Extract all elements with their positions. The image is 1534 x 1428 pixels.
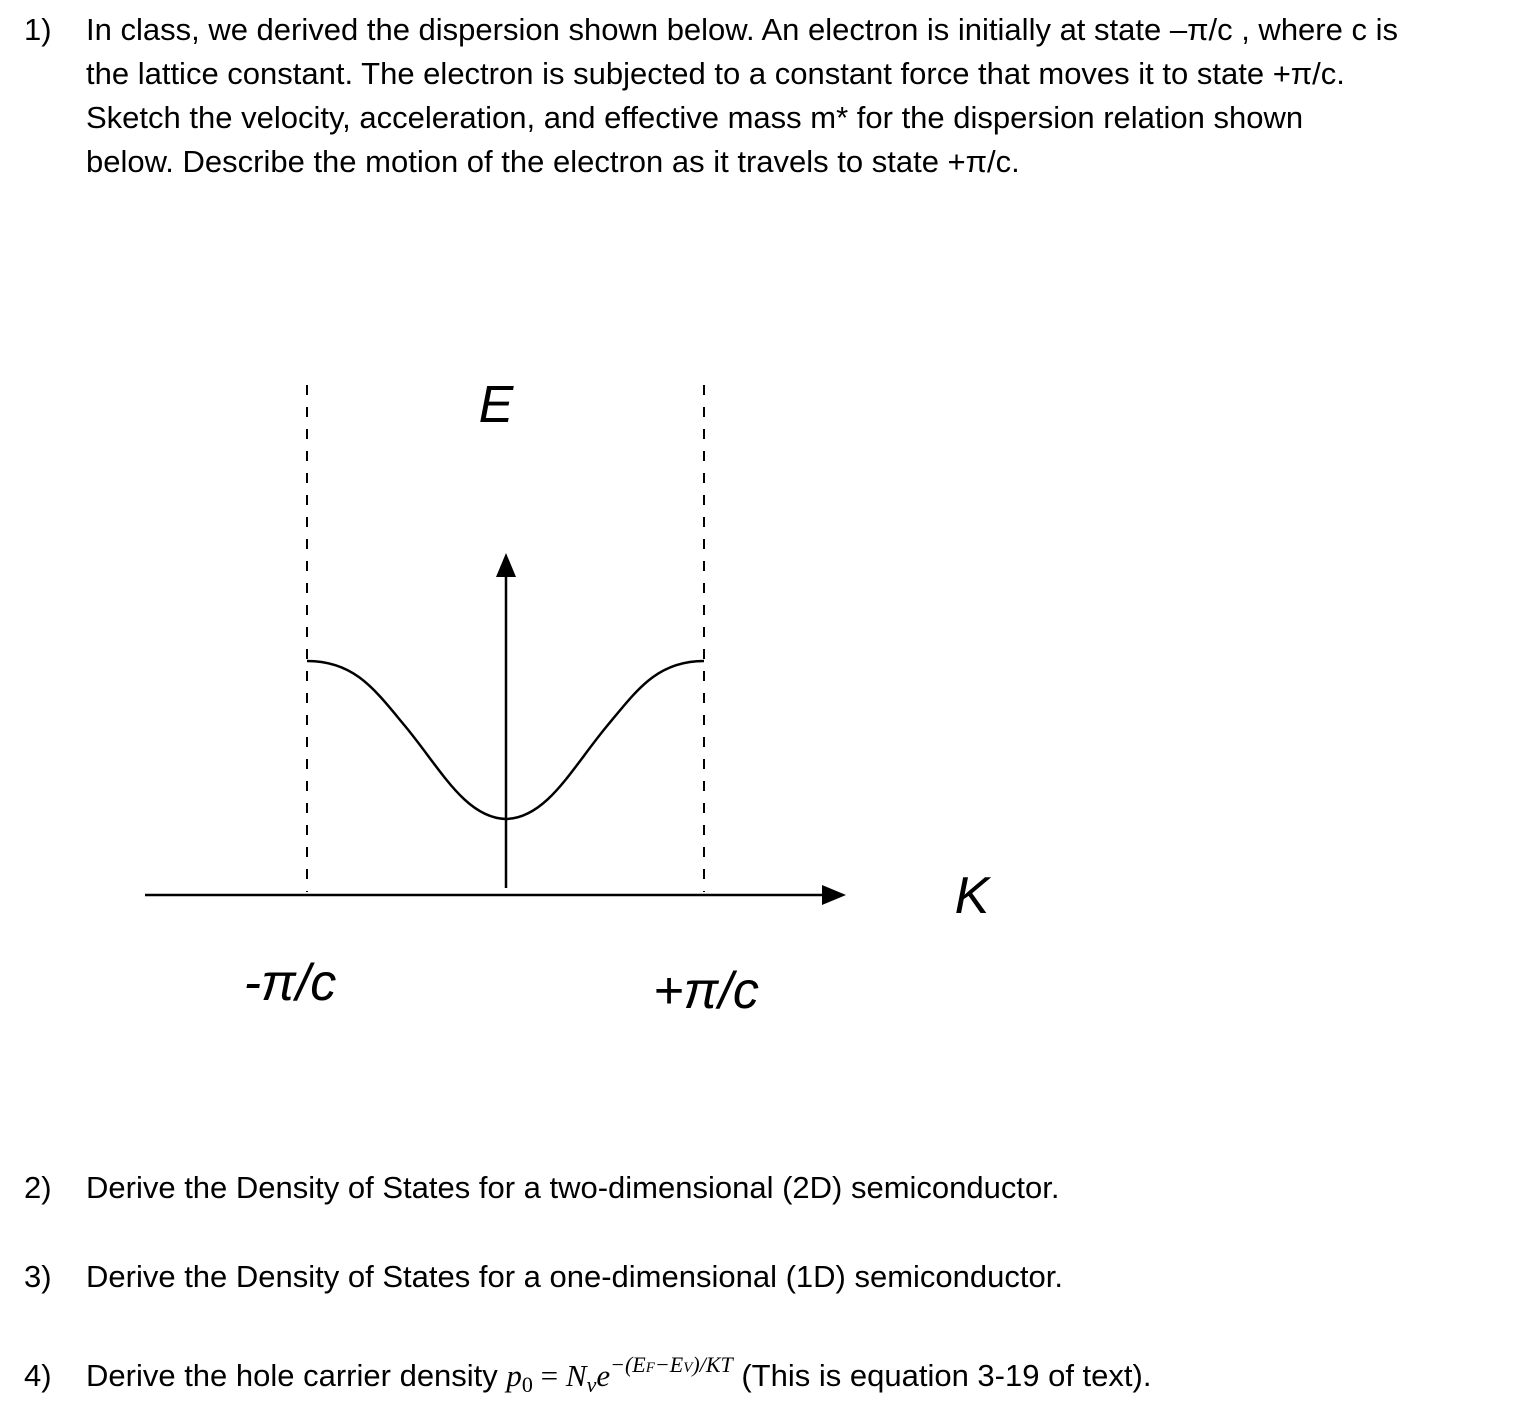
equation-exponent-f: F bbox=[645, 1360, 655, 1376]
question-1-line-1: In class, we derived the dispersion shown below. An electron is initially at state –π/c , where c is bbox=[86, 12, 1398, 47]
equation-lhs-subscript: 0 bbox=[521, 1372, 533, 1397]
question-4-suffix: (This is equation 3-19 of text). bbox=[732, 1358, 1152, 1393]
question-1-line-3: Sketch the velocity, acceleration, and effective mass m* for the dispersion relation shown bbox=[86, 100, 1304, 135]
equation-rhs-n: N bbox=[565, 1358, 587, 1393]
question-2-number: 2) bbox=[24, 1170, 52, 1205]
question-1-line-2: the lattice constant. The electron is subjected to a constant force that moves it to state +π/c. bbox=[86, 56, 1345, 91]
question-1-number: 1) bbox=[24, 12, 52, 47]
right-boundary-label: +π/c bbox=[653, 962, 759, 1020]
equation-exponent bbox=[610, 1352, 733, 1377]
equation-exponent-open: −(E bbox=[610, 1352, 646, 1377]
question-1-line-4: below. Describe the motion of the electron as it travels to state +π/c. bbox=[86, 144, 1020, 179]
equation-exponent-end: )/KT bbox=[692, 1352, 733, 1377]
question-3-number: 3) bbox=[24, 1259, 52, 1294]
e-axis-arrowhead bbox=[496, 553, 516, 577]
equation-lhs: p bbox=[506, 1358, 522, 1393]
k-axis-label: K bbox=[954, 867, 990, 925]
question-4-number: 4) bbox=[24, 1358, 52, 1393]
equation-rhs-n-subscript: v bbox=[586, 1372, 597, 1397]
question-4-text bbox=[86, 1354, 1151, 1398]
question-4-prefix: Derive the hole carrier density bbox=[86, 1358, 507, 1393]
equation-exponent-mid: −E bbox=[654, 1352, 684, 1377]
question-2-text: Derive the Density of States for a two-dimensional (2D) semiconductor. bbox=[86, 1170, 1060, 1205]
question-3-text: Derive the Density of States for a one-dimensional (1D) semiconductor. bbox=[86, 1259, 1063, 1294]
equation-equals: = bbox=[532, 1358, 566, 1393]
equation-rhs-e: e bbox=[596, 1358, 611, 1393]
e-axis-label: E bbox=[478, 376, 514, 434]
left-boundary-label: -π/c bbox=[243, 954, 337, 1012]
k-axis-arrowhead bbox=[822, 885, 846, 905]
equation-exponent-v: V bbox=[683, 1360, 693, 1376]
